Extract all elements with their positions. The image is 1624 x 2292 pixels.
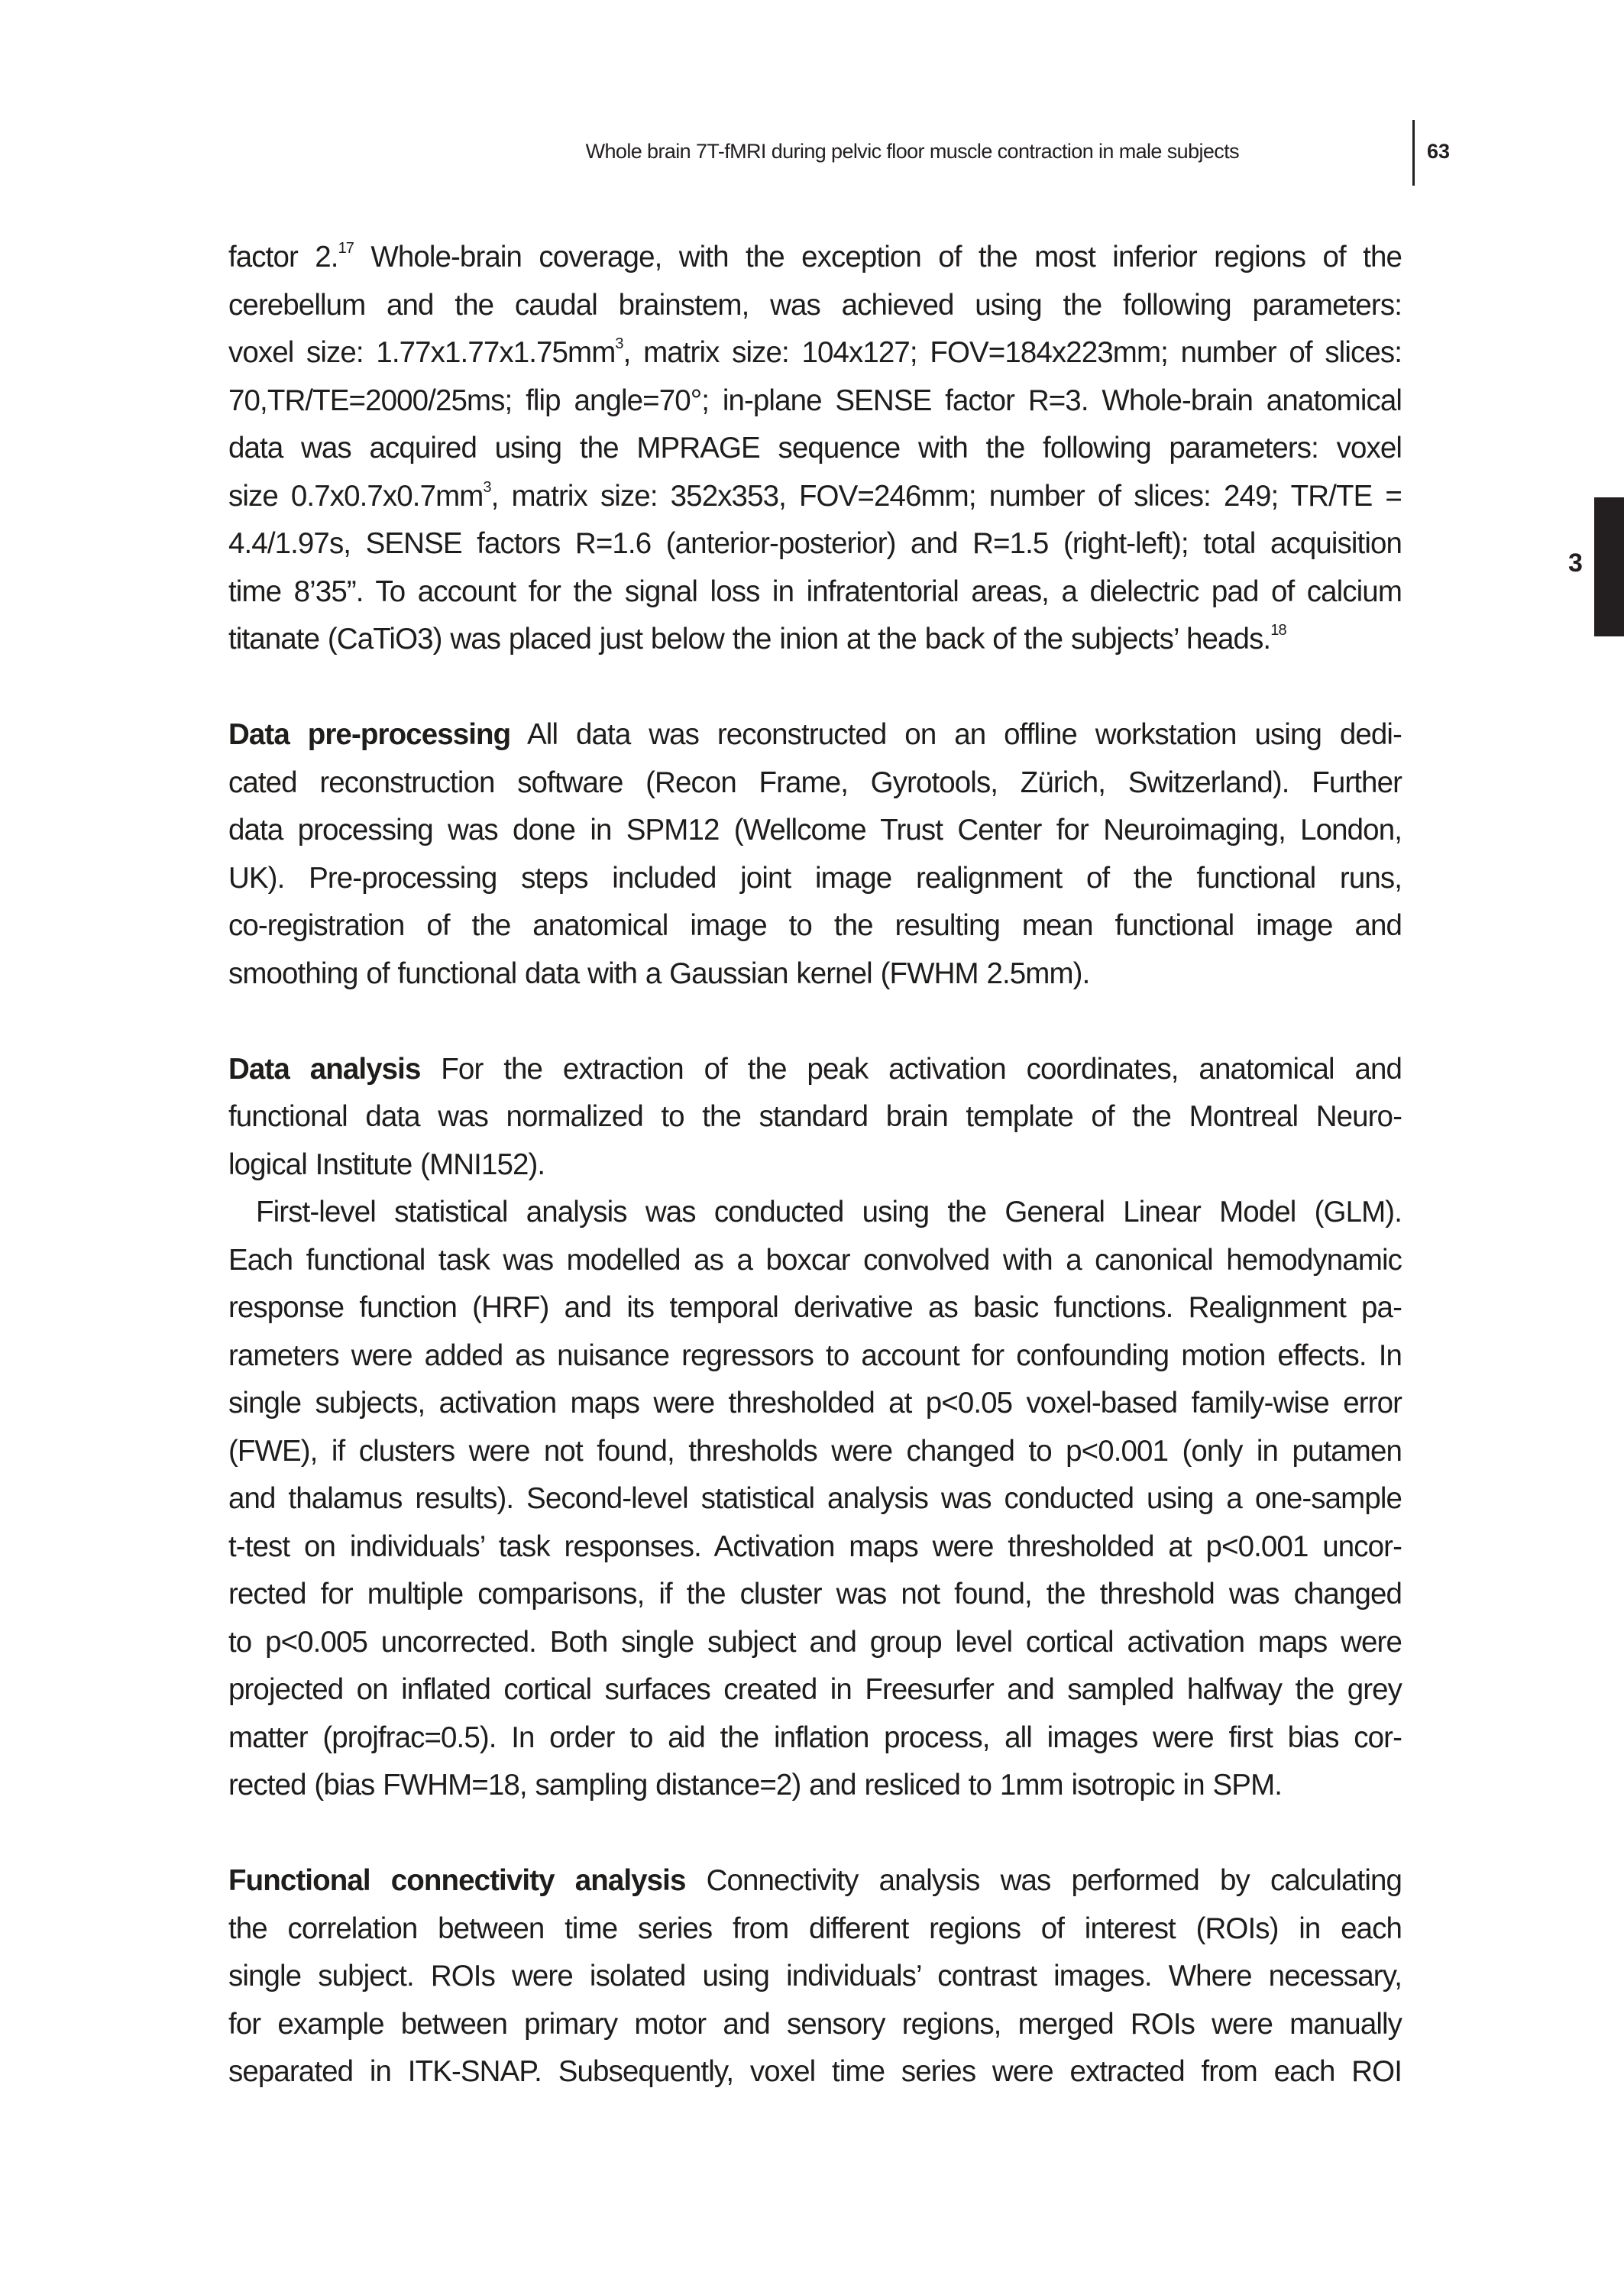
citation-superscript: 18 — [1270, 622, 1286, 639]
text-line: 4.4/1.97s, SENSE factors R=1.6 (anterior-posterior) and R=1.5 (right-left); total acquisition — [228, 527, 1402, 560]
section-heading: Data analysis — [228, 1052, 421, 1086]
text-line: voxel size: $1.77x1.77x1.75mm^3$, matrix size: 104x127; FOV=184x223mm; number of slices: — [228, 335, 1402, 369]
section-heading: Data pre-processing — [228, 718, 511, 751]
text-line: co-registration of the anatomical image to the resulting mean functional image and — [228, 909, 1402, 942]
paragraph-first-level — [228, 1189, 1402, 1810]
paragraph-analysis — [228, 1046, 1402, 1190]
text-line: for example between primary motor and sensory regions, merged ROIs were manually — [228, 2007, 1402, 2041]
text-line: functional data was normalized to the standard brain template of the Montreal Neuro- — [228, 1100, 1402, 1133]
text-line: response function (HRF) and its temporal derivative as basic functions. Realignment pa- — [228, 1291, 1402, 1324]
paragraph-preprocessing — [228, 711, 1402, 998]
text-line: rected (bias FWHM=18, sampling distance=2) and resliced to 1mm isotropic in SPM. — [228, 1769, 1283, 1802]
text-line: projected on inflated cortical surfaces created in Freesurfer and sampled halfway the grey — [228, 1673, 1402, 1706]
text-line: single subjects, activation maps were thresholded at p<0.05 voxel-based family-wise error — [228, 1387, 1402, 1420]
text-line: Functional connectivity analysis Connectivity analysis was performed by calculating — [228, 1864, 1402, 1897]
text-line: separated in ITK-SNAP. Subsequently, voxel time series were extracted from each ROI — [228, 2055, 1402, 2088]
text-line: data was acquired using the MPRAGE sequence with the following parameters: voxel — [228, 432, 1402, 465]
text-line: titanate (CaTiO3) was placed just below the inion at the back of the subjects’ heads.$^{18}$ — [228, 622, 1286, 656]
text-line: smoothing of functional data with a Gaussian kernel (FWHM 2.5mm). — [228, 957, 1090, 990]
paragraph-gap — [228, 998, 1402, 1046]
paragraph-gap — [228, 1810, 1402, 1858]
cubic-superscript: 3 — [615, 335, 623, 353]
text-line: size $0.7x0.7x0.7mm^3$, matrix size: 352x353, FOV=246mm; number of slices: 249; TR/TE = — [228, 478, 1402, 513]
text-line: data processing was done in SPM12 (Wellcome Trust Center for Neuroimaging, London, — [228, 814, 1402, 847]
running-title: Whole brain 7T-fMRI during pelvic floor muscle contraction in male subjects — [585, 140, 1239, 163]
text-line: factor 2.17 Whole-brain coverage, with the exception of the most inferior regions of the — [228, 240, 1402, 274]
text-line: logical Institute (MNI152). — [228, 1148, 545, 1181]
text-line: First-level statistical analysis was conducted using the General Linear Model (GLM). — [256, 1196, 1402, 1229]
text-line: 70,TR/TE=2000/25ms; flip angle=70°; in-plane SENSE factor R=3. Whole-brain anatomical — [228, 384, 1402, 417]
cubic-superscript: 3 — [483, 478, 491, 496]
section-heading: Functional connectivity analysis — [228, 1864, 686, 1897]
paragraph-acquisition — [228, 234, 1402, 664]
text-line: single subject. ROIs were isolated using individuals’ contrast images. Where necessary, — [228, 1960, 1402, 1993]
text-line: the correlation between time series from different regions of interest (ROIs) in each — [228, 1912, 1402, 1945]
chapter-number: 3 — [1568, 549, 1583, 578]
text-line: cated reconstruction software (Recon Frame, Gyrotools, Zürich, Switzerland). Further — [228, 766, 1402, 799]
text-line: Each functional task was modelled as a boxcar convolved with a canonical hemodynamic — [228, 1243, 1402, 1277]
citation-superscript: 17 — [338, 240, 354, 257]
text-line: Data analysis For the extraction of the peak activation coordinates, anatomical and — [228, 1052, 1402, 1086]
text-line: time 8’35”. To account for the signal loss in infratentorial areas, a dielectric pad of calcium — [228, 575, 1402, 608]
chapter-thumb-tab — [1594, 497, 1624, 636]
text-line: rected for multiple comparisons, if the cluster was not found, the threshold was changed — [228, 1578, 1402, 1611]
text-line: and thalamus results). Second-level statistical analysis was conducted using a one-sample — [228, 1482, 1402, 1515]
text-line: matter (projfrac=0.5). In order to aid the inflation process, all images were first bias cor- — [228, 1721, 1402, 1754]
paragraph-gap — [228, 664, 1402, 712]
text-line: t-test on individuals’ task responses. Activation maps were thresholded at p<0.001 uncor- — [228, 1530, 1402, 1563]
text-line: (FWE), if clusters were not found, thresholds were changed to p<0.001 (only in putamen — [228, 1434, 1402, 1468]
text-line: Data pre-processing All data was reconstructed on an offline workstation using dedi- — [228, 718, 1402, 751]
text-line: UK). Pre-processing steps included joint image realignment of the functional runs, — [228, 861, 1402, 895]
text-line: to p<0.005 uncorrected. Both single subject and group level cortical activation maps were — [228, 1625, 1402, 1659]
paragraph-connectivity — [228, 1857, 1402, 2096]
text-line: rameters were added as nuisance regressors to account for confounding motion effects. In — [228, 1339, 1402, 1372]
running-header — [0, 120, 1467, 186]
body-text — [228, 234, 1402, 2096]
page-number: 63 — [1427, 140, 1451, 163]
header-divider — [1412, 120, 1415, 186]
text-line: cerebellum and the caudal brainstem, was achieved using the following parameters: — [228, 288, 1402, 322]
